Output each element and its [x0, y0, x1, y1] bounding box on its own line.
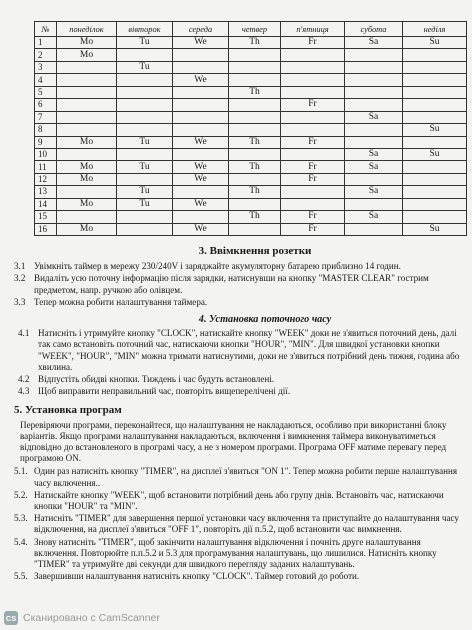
program-number-cell: 4 — [35, 74, 57, 86]
day-cell — [281, 186, 345, 198]
day-cell — [117, 211, 173, 223]
day-cell — [117, 86, 173, 98]
list-item — [14, 513, 466, 535]
day-cell — [57, 186, 117, 198]
day-cell: Sa — [345, 37, 403, 49]
program-number-cell: 6 — [35, 99, 57, 111]
day-cell — [345, 86, 403, 98]
table-row — [35, 161, 467, 173]
program-number-cell: 3 — [35, 61, 57, 73]
program-number-cell: 12 — [35, 173, 57, 185]
item-text: Увімкніть таймер в мережу 230/240V і заряджайте акумуляторну батарею приблизно 14 годин. — [34, 261, 401, 272]
program-number-cell: 15 — [35, 211, 57, 223]
table-row — [35, 223, 467, 235]
table-row — [35, 61, 467, 73]
day-cell — [345, 223, 403, 235]
section-5-title: 5. Установка програм — [14, 404, 122, 417]
day-cell: Su — [403, 37, 467, 49]
day-cell: We — [173, 198, 229, 210]
day-cell — [345, 124, 403, 136]
table-row — [35, 173, 467, 185]
item-text: Знову натисніть "TIMER", щоб закінчити налаштування відключення і почніть друге налаштування включення. Повторюйте п.п.5.2 и 5.3 для програмування налаштувань, що лишилися. Натисніть кнопку "TIMER" та утримуйте дві секунди для швидкого перегляду заданих налаштувань. — [34, 536, 437, 570]
day-cell: Tu — [117, 161, 173, 173]
day-cell — [229, 111, 281, 123]
day-cell — [173, 111, 229, 123]
header-cell: неділя — [403, 22, 467, 37]
program-number-cell: 7 — [35, 111, 57, 123]
day-cell: Tu — [117, 136, 173, 148]
header-cell: субота — [345, 22, 403, 37]
item-text: Відпустіть обидві кнопки. Тиждень і час будуть встановлені. — [38, 374, 275, 385]
list-item — [14, 537, 466, 571]
section-3-items — [14, 261, 466, 308]
day-cell — [345, 173, 403, 185]
day-cell — [229, 74, 281, 86]
day-cell — [117, 74, 173, 86]
day-cell — [281, 148, 345, 160]
item-number: 4.2 — [18, 374, 30, 385]
day-cell — [403, 161, 467, 173]
section-3-title: 3. Ввімкнення розетки — [198, 245, 312, 257]
day-cell — [173, 186, 229, 198]
day-cell — [281, 111, 345, 123]
day-cell: Tu — [117, 198, 173, 210]
day-cell: Fr — [281, 211, 345, 223]
day-cell: Fr — [281, 223, 345, 235]
day-cell — [345, 136, 403, 148]
item-number: 5.4. — [14, 536, 28, 547]
item-text: Щоб виправити неправильний час, повторіть вищеперелічені дії. — [38, 386, 291, 397]
day-cell: Mo — [57, 173, 117, 185]
list-item — [14, 466, 466, 488]
header-cell: п'ятниця — [281, 22, 345, 37]
list-item — [14, 261, 466, 272]
day-cell — [403, 186, 467, 198]
day-cell — [57, 148, 117, 160]
day-cell — [229, 49, 281, 61]
program-number-cell: 14 — [35, 198, 57, 210]
day-cell — [345, 198, 403, 210]
day-cell: Sa — [345, 186, 403, 198]
day-cell — [229, 61, 281, 73]
table-row — [35, 37, 467, 49]
header-cell: четвер — [229, 22, 281, 37]
day-cell: Fr — [281, 99, 345, 111]
table-row — [35, 99, 467, 111]
day-cell: We — [173, 161, 229, 173]
day-cell — [57, 111, 117, 123]
header-cell: вівторок — [117, 22, 173, 37]
day-cell: We — [173, 136, 229, 148]
day-cell: Tu — [117, 61, 173, 73]
day-cell: Mo — [57, 198, 117, 210]
day-cell — [117, 173, 173, 185]
day-cell — [57, 99, 117, 111]
section-4-items — [14, 328, 466, 397]
day-cell — [345, 74, 403, 86]
day-cell — [57, 211, 117, 223]
day-cell: Th — [229, 136, 281, 148]
day-cell — [229, 198, 281, 210]
day-cell — [229, 173, 281, 185]
list-item — [14, 297, 466, 308]
day-cell: We — [173, 173, 229, 185]
item-number: 3.2 — [14, 273, 26, 284]
day-cell: Th — [229, 161, 281, 173]
header-cell: № — [35, 22, 57, 37]
day-cell — [57, 74, 117, 86]
table-row — [35, 86, 467, 98]
day-cell — [281, 86, 345, 98]
camscanner-logo-icon: CS — [4, 611, 18, 625]
table-row — [35, 198, 467, 210]
item-text: Завершивши налаштування натисніть кнопку "CLOCK". Таймер готовий до роботи. — [34, 571, 360, 582]
item-text: Натискайте кнопку "WEEK", щоб встановити потрібний день або групу днів. Встановіть час, натискаючи кнопки "HOUR" та "MIN". — [34, 489, 444, 512]
table-row — [35, 124, 467, 136]
table-row — [35, 148, 467, 160]
day-cell: Sa — [345, 161, 403, 173]
day-cell: Tu — [117, 37, 173, 49]
section-4-title: 4. Установка поточного часу — [198, 314, 332, 326]
day-cell: Su — [403, 148, 467, 160]
list-item — [14, 273, 466, 295]
list-item — [18, 328, 466, 373]
day-cell — [57, 61, 117, 73]
day-cell — [281, 61, 345, 73]
day-cell — [57, 124, 117, 136]
day-cell: Mo — [57, 136, 117, 148]
day-cell: Su — [403, 223, 467, 235]
program-number-cell: 11 — [35, 161, 57, 173]
day-cell — [117, 99, 173, 111]
day-cell: Th — [229, 211, 281, 223]
day-cell: Th — [229, 186, 281, 198]
day-cell — [229, 99, 281, 111]
table-row — [35, 49, 467, 61]
scanner-watermark — [4, 611, 160, 625]
day-cell — [229, 148, 281, 160]
list-item — [14, 571, 466, 582]
day-cell — [403, 198, 467, 210]
day-cell — [173, 211, 229, 223]
item-number: 5.1. — [14, 466, 28, 477]
program-number-cell: 5 — [35, 86, 57, 98]
day-cell: Tu — [117, 186, 173, 198]
day-cell — [403, 173, 467, 185]
day-cell — [403, 74, 467, 86]
day-cell — [281, 124, 345, 136]
day-cell: Mo — [57, 49, 117, 61]
item-number: 4.3 — [18, 386, 30, 397]
day-cell: Mo — [57, 161, 117, 173]
table-row — [35, 211, 467, 223]
day-cell — [173, 148, 229, 160]
item-number: 5.2. — [14, 489, 28, 500]
day-cell — [173, 49, 229, 61]
day-cell — [281, 49, 345, 61]
day-cell — [173, 86, 229, 98]
table-row — [35, 111, 467, 123]
day-cell: Fr — [281, 161, 345, 173]
day-cell — [403, 49, 467, 61]
day-cell: Mo — [57, 223, 117, 235]
day-cell — [281, 198, 345, 210]
day-cell — [57, 86, 117, 98]
header-cell: середа — [173, 22, 229, 37]
day-cell — [345, 99, 403, 111]
item-text: Видаліть усю поточну інформацію після зарядки, натиснувши на кнопку "MASTER CLEAR" гострим предметом, напр. ручкою або олівцем. — [34, 273, 429, 295]
list-item — [18, 386, 466, 397]
section-5-intro: Перевіряючи програми, переконайтеся, що налаштування не накладаються, особливо при використанні блоку варіантів. Якщо програми налаштування накладаються, включення і вимкнення таймера виконуватиметься відповідно до встановленого в програмі часу, а не з номером програми. Програма OFF матиме перевагу перед програмою ON. — [20, 419, 447, 464]
item-text: Тепер можна робити налаштування таймера. — [34, 296, 208, 307]
day-cell — [117, 49, 173, 61]
day-cell — [345, 61, 403, 73]
day-cell: Sa — [345, 211, 403, 223]
item-text: Один раз натисніть кнопку "TIMER", на дисплеї з'явиться "ON 1". Тепер можна робити перше налаштування часу включення.. — [34, 466, 458, 488]
day-cell — [173, 61, 229, 73]
day-cell — [403, 99, 467, 111]
program-number-cell: 1 — [35, 37, 57, 49]
item-number: 3.1 — [14, 261, 26, 272]
day-cell — [403, 211, 467, 223]
table-row — [35, 136, 467, 148]
day-cell: Fr — [281, 173, 345, 185]
day-cell: Sa — [345, 148, 403, 160]
program-number-cell: 8 — [35, 124, 57, 136]
item-number: 5.3. — [14, 513, 28, 524]
day-cell — [403, 61, 467, 73]
day-cell: Th — [229, 86, 281, 98]
day-cell: Su — [403, 124, 467, 136]
list-item — [14, 490, 466, 512]
day-cell — [117, 148, 173, 160]
day-cell: Fr — [281, 136, 345, 148]
day-cell — [229, 124, 281, 136]
item-number: 5.5. — [14, 571, 28, 582]
table-row — [35, 186, 467, 198]
program-number-cell: 16 — [35, 223, 57, 235]
table-header-row — [35, 22, 467, 37]
item-number: 4.1 — [18, 328, 30, 339]
day-cell — [281, 74, 345, 86]
item-number: 3.3 — [14, 296, 26, 307]
day-cell — [403, 111, 467, 123]
day-cell — [403, 136, 467, 148]
day-cell: Mo — [57, 37, 117, 49]
day-cell: We — [173, 37, 229, 49]
item-text: Натисніть "TIMER" для завершення першої установки часу включення та приступайте до налаштування часу відключення, на дисплеї з'явиться "OFF 1", повторіть дії п.5.2, щоб встановити час вимкнення. — [34, 513, 459, 535]
program-number-cell: 9 — [35, 136, 57, 148]
watermark-text: Сканировано с CamScanner — [23, 612, 160, 624]
item-text: Натисніть і утримуйте кнопку "CLOCK", натискайте кнопку "WEEK" доки не з'явиться поточний день, далі так само встановіть поточний час, натискаючи кнопки "HOUR", "MIN". Для швидкої установки кнопки "WEEK", "HOUR", "MIN" можна тримати натиснутими, доки не з'явиться потрібний день тижня, година або хвилина. — [38, 328, 460, 372]
day-cell — [403, 86, 467, 98]
day-cell: We — [173, 223, 229, 235]
day-cell: Th — [229, 37, 281, 49]
list-item — [18, 374, 466, 385]
program-schedule-table — [34, 21, 467, 236]
day-cell: We — [173, 74, 229, 86]
day-cell — [173, 99, 229, 111]
day-cell — [117, 223, 173, 235]
day-cell — [117, 124, 173, 136]
day-cell — [117, 111, 173, 123]
day-cell: Fr — [281, 37, 345, 49]
day-cell: Sa — [345, 111, 403, 123]
table-row — [35, 74, 467, 86]
instructions — [14, 246, 466, 583]
program-number-cell: 13 — [35, 186, 57, 198]
day-cell — [229, 223, 281, 235]
day-cell — [173, 124, 229, 136]
program-number-cell: 10 — [35, 148, 57, 160]
program-number-cell: 2 — [35, 49, 57, 61]
day-cell — [345, 49, 403, 61]
header-cell: понеділок — [57, 22, 117, 37]
section-5-items — [14, 466, 466, 582]
